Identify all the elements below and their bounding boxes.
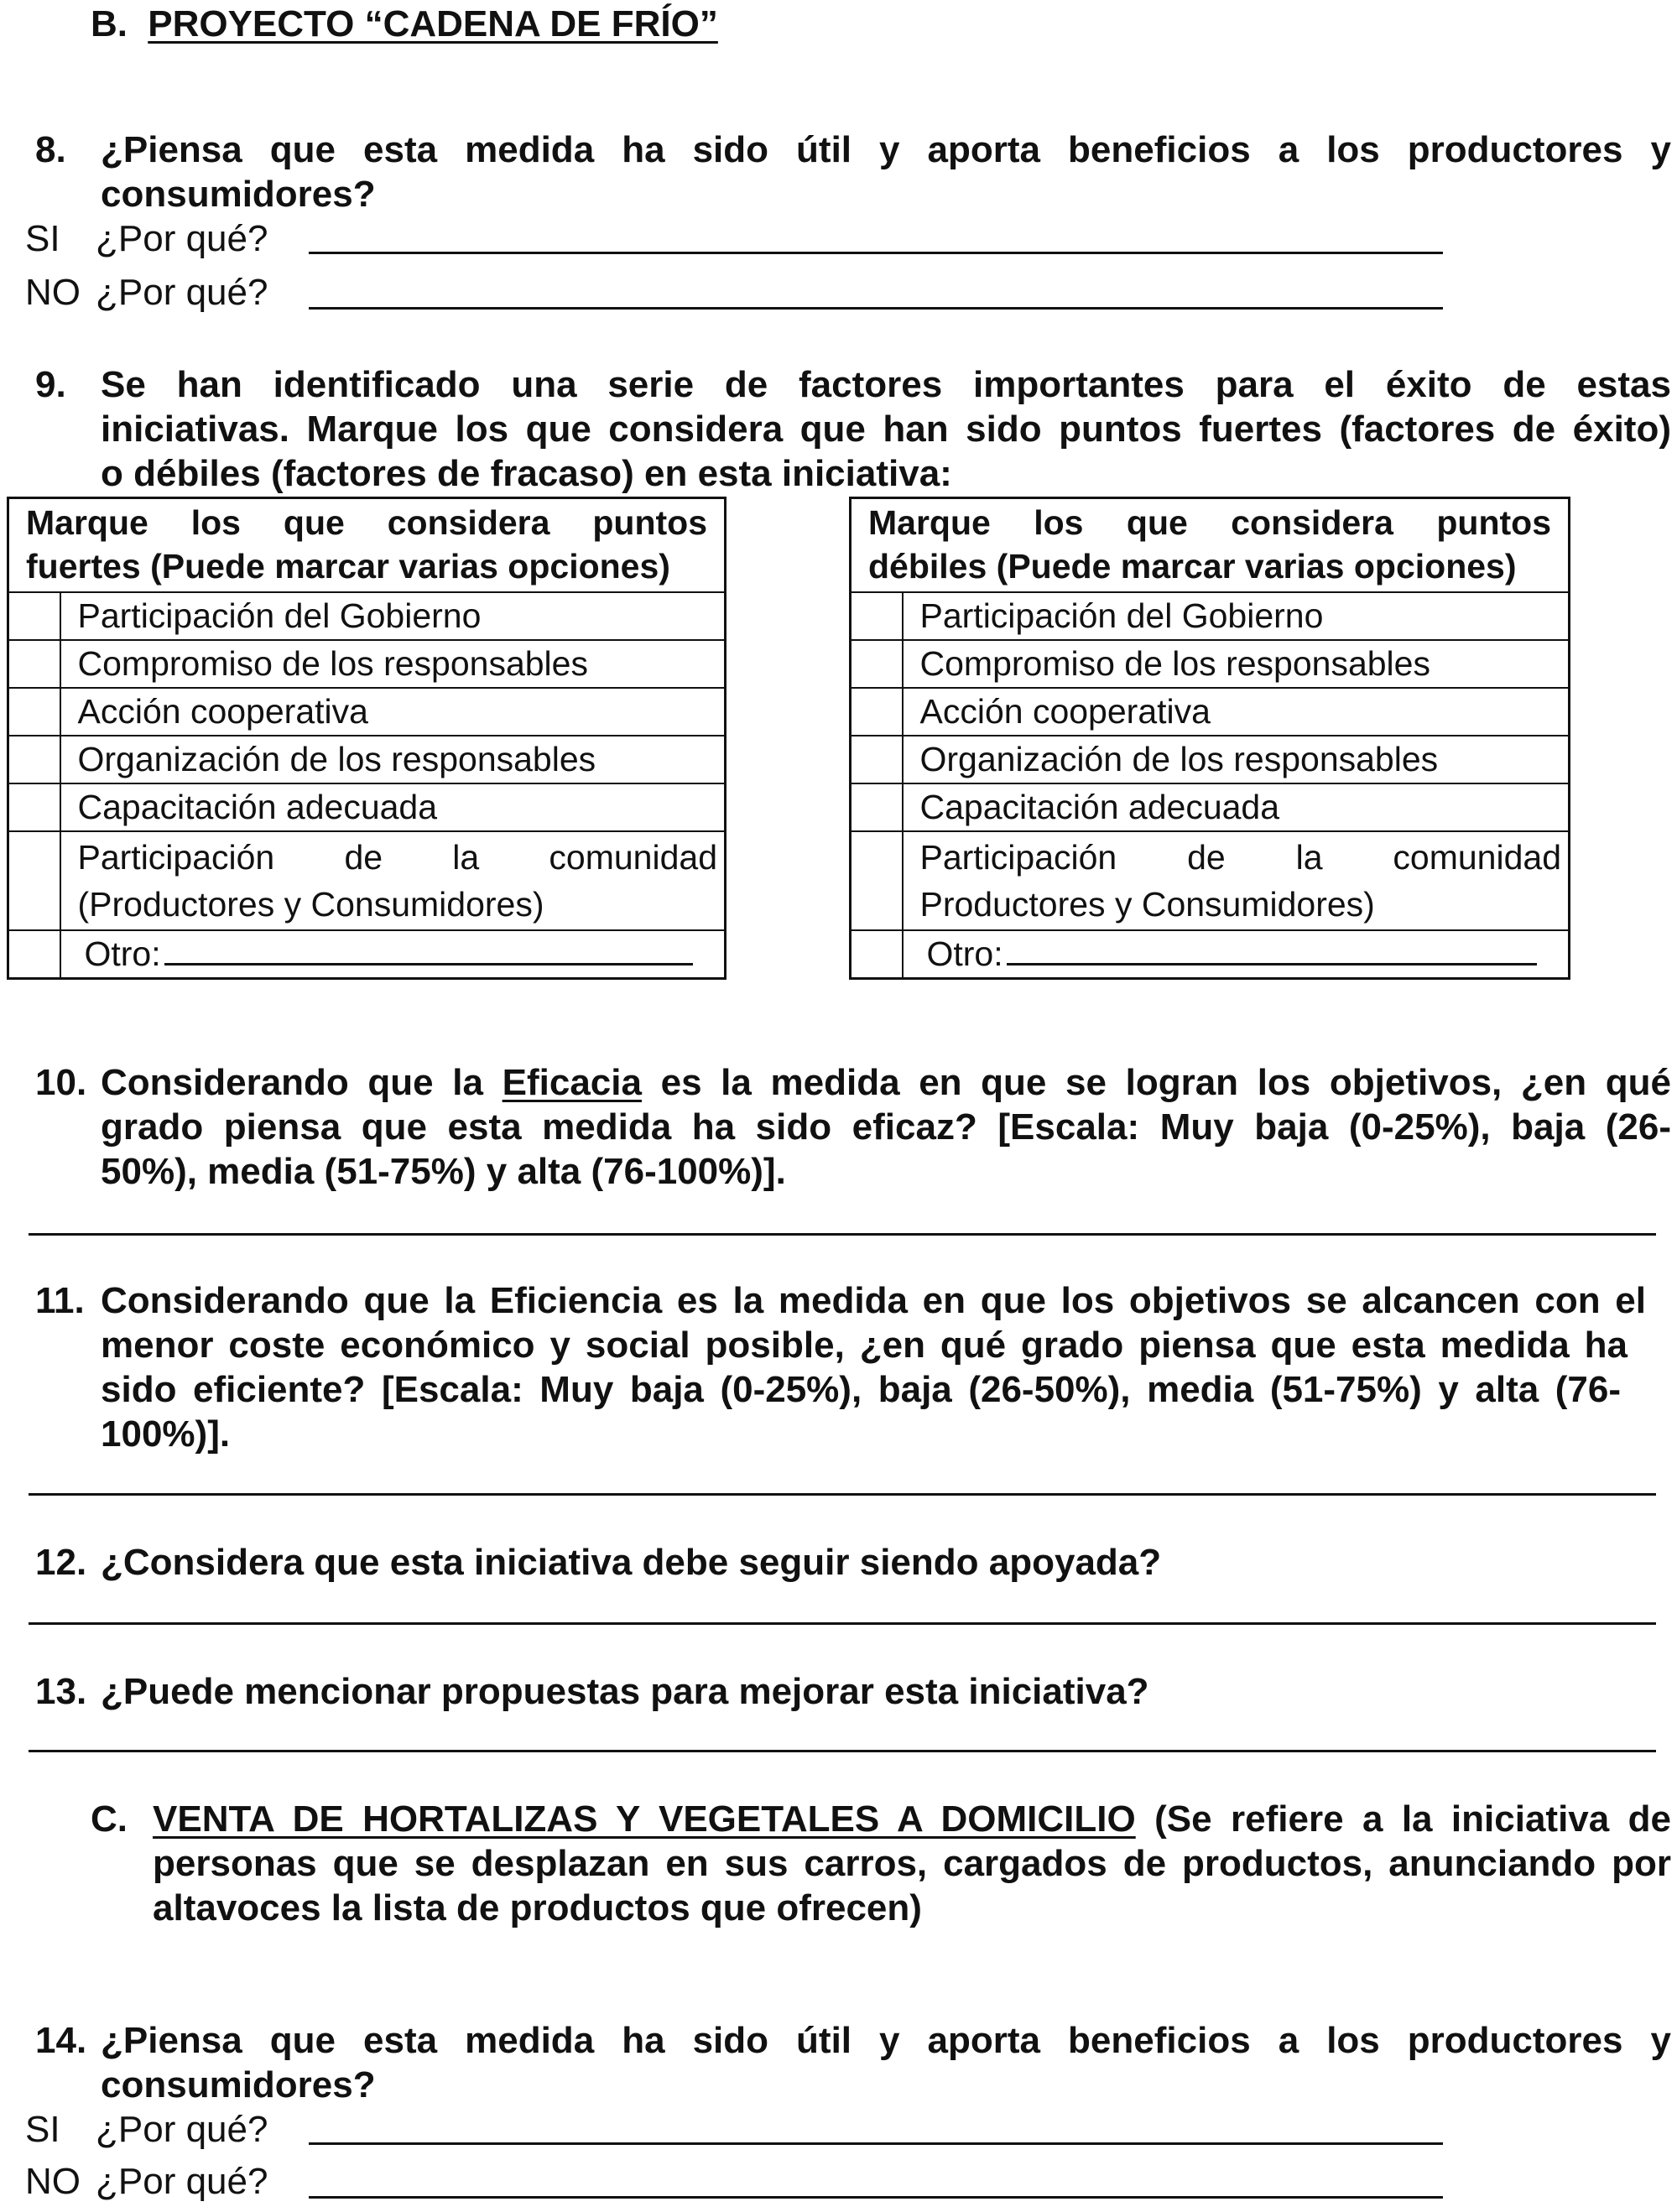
q10-answer-line[interactable] <box>29 1233 1656 1236</box>
q14-line1: ¿Piensa que esta medida ha sido útil y aporta beneficios a los productores y <box>101 2020 1671 2061</box>
q14-no-answer-line[interactable] <box>309 2196 1443 2199</box>
q9-line2: iniciativas. Marque los que considera que han sido puntos fuertes (factores de éxito) <box>101 409 1671 450</box>
weak-community-line2: Productores y Consumidores) <box>919 885 1375 924</box>
weak-checkbox-training[interactable] <box>851 783 903 831</box>
section-b-heading <box>91 2 718 47</box>
weak-checkbox-organization[interactable] <box>851 736 903 783</box>
weak-community-label <box>903 831 1570 930</box>
q12-answer-line[interactable] <box>29 1622 1656 1625</box>
weak-label: Organización de los responsables <box>903 736 1570 783</box>
strong-header-line1: Marque los que considera puntos <box>26 503 707 542</box>
section-b-letter: B. <box>91 3 128 44</box>
weak-label: Acción cooperativa <box>903 688 1570 736</box>
q11-answer-line[interactable] <box>29 1493 1656 1496</box>
strong-other-cell <box>60 930 726 978</box>
strong-community-label <box>60 831 726 930</box>
weak-community-line1: Participación de la comunidad <box>919 838 1561 877</box>
strong-checkbox-other[interactable] <box>8 930 60 978</box>
weak-row <box>851 930 1570 978</box>
q8-number: 8. <box>35 129 66 170</box>
q11-line2: menor coste económico y social posible, ¿en qué grado piensa que esta medida ha <box>101 1325 1628 1366</box>
q12-number: 12. <box>35 1542 87 1583</box>
strong-other-input[interactable] <box>164 937 693 965</box>
section-c-line1-rest: (Se refiere a la iniciativa de <box>1135 1798 1671 1840</box>
section-c-line2: personas que se desplazan en sus carros, cargados de productos, anunciando por <box>153 1843 1671 1884</box>
weak-checkbox-cooperative[interactable] <box>851 688 903 736</box>
weak-label: Compromiso de los responsables <box>903 640 1570 688</box>
strong-checkbox-government[interactable] <box>8 592 60 640</box>
strong-row <box>8 736 726 783</box>
q8-no-why: ¿Por qué? <box>96 272 268 313</box>
weak-header-line2: débiles (Puede marcar varias opciones) <box>868 547 1517 586</box>
q14-no-why: ¿Por qué? <box>96 2161 268 2202</box>
strong-checkbox-community[interactable] <box>8 831 60 930</box>
weak-other-cell <box>903 930 1570 978</box>
weak-other-input[interactable] <box>1007 937 1537 965</box>
weak-points-table <box>849 497 1570 980</box>
weak-header-row <box>851 498 1570 593</box>
weak-other-label: Otro: <box>926 934 1003 973</box>
q11-line4: 100%)]. <box>101 1413 231 1455</box>
section-c-line1 <box>153 1797 1671 1842</box>
strong-other-label: Otro: <box>84 934 161 973</box>
section-c-line3: altavoces la lista de productos que ofrecen) <box>153 1887 922 1928</box>
q14-no-label: NO <box>25 2161 81 2202</box>
strong-row <box>8 640 726 688</box>
q8-no-label: NO <box>25 272 81 313</box>
q9-number: 9. <box>35 364 66 405</box>
strong-row <box>8 688 726 736</box>
weak-label: Capacitación adecuada <box>903 783 1570 831</box>
strong-row <box>8 930 726 978</box>
strong-label: Participación del Gobierno <box>60 592 726 640</box>
strong-checkbox-cooperative[interactable] <box>8 688 60 736</box>
q14-si-label: SI <box>25 2109 60 2150</box>
section-c-title: VENTA DE HORTALIZAS Y VEGETALES A DOMICILIO <box>153 1798 1136 1840</box>
q10-line1 <box>101 1060 1671 1106</box>
q8-no-answer-line[interactable] <box>309 307 1443 310</box>
strong-header-line2: fuertes (Puede marcar varias opciones) <box>26 547 670 586</box>
weak-header <box>851 498 1570 593</box>
weak-row <box>851 688 1570 736</box>
strong-label: Capacitación adecuada <box>60 783 726 831</box>
q14-line2: consumidores? <box>101 2064 376 2105</box>
q8-line1: ¿Piensa que esta medida ha sido útil y aporta beneficios a los productores y <box>101 129 1671 170</box>
strong-row <box>8 592 726 640</box>
q10-line2: grado piensa que esta medida ha sido eficaz? [Escala: Muy baja (0-25%), baja (26- <box>101 1106 1671 1148</box>
q10-efficacy-term: Eficacia <box>502 1062 642 1103</box>
weak-checkbox-commitment[interactable] <box>851 640 903 688</box>
q8-si-answer-line[interactable] <box>309 252 1443 254</box>
weak-label: Participación del Gobierno <box>903 592 1570 640</box>
strong-label: Compromiso de los responsables <box>60 640 726 688</box>
q13-text: ¿Puede mencionar propuestas para mejorar esta iniciativa? <box>101 1671 1149 1712</box>
q12-text: ¿Considera que esta iniciativa debe seguir siendo apoyada? <box>101 1542 1162 1583</box>
weak-row <box>851 640 1570 688</box>
q13-answer-line[interactable] <box>29 1750 1656 1752</box>
weak-checkbox-government[interactable] <box>851 592 903 640</box>
q10-number: 10. <box>35 1062 87 1103</box>
strong-header <box>8 498 726 593</box>
q10-line3: 50%), media (51-75%) y alta (76-100%)]. <box>101 1151 786 1192</box>
q13-number: 13. <box>35 1671 87 1712</box>
strong-community-line2: (Productores y Consumidores) <box>77 885 544 924</box>
strong-points-table <box>7 497 727 980</box>
weak-row <box>851 783 1570 831</box>
section-b-title: PROYECTO “CADENA DE FRÍO” <box>148 3 718 44</box>
strong-checkbox-training[interactable] <box>8 783 60 831</box>
weak-checkbox-other[interactable] <box>851 930 903 978</box>
q11-number: 11. <box>35 1280 85 1321</box>
weak-checkbox-community[interactable] <box>851 831 903 930</box>
q14-number: 14. <box>35 2020 87 2061</box>
weak-header-line1: Marque los que considera puntos <box>868 503 1551 542</box>
weak-row <box>851 831 1570 930</box>
strong-row <box>8 783 726 831</box>
strong-label: Organización de los responsables <box>60 736 726 783</box>
strong-checkbox-organization[interactable] <box>8 736 60 783</box>
strong-header-row <box>8 498 726 593</box>
q11-line1: Considerando que la Eficiencia es la medida en que los objetivos se alcancen con el <box>101 1280 1646 1321</box>
q14-si-answer-line[interactable] <box>309 2142 1443 2145</box>
q8-si-why: ¿Por qué? <box>96 218 268 259</box>
q14-si-why: ¿Por qué? <box>96 2109 268 2150</box>
q10-line1-post: es la medida en que se logran los objetivos, ¿en qué <box>641 1062 1671 1103</box>
q10-line1-pre: Considerando que la <box>101 1062 503 1103</box>
q9-line3: o débiles (factores de fracaso) en esta iniciativa: <box>101 453 952 494</box>
q8-si-label: SI <box>25 218 60 259</box>
q8-line2: consumidores? <box>101 174 376 215</box>
q11-line3: sido eficiente? [Escala: Muy baja (0-25%), baja (26-50%), media (51-75%) y alta (76- <box>101 1369 1621 1410</box>
q9-line1: Se han identificado una serie de factores importantes para el éxito de estas <box>101 364 1671 405</box>
strong-checkbox-commitment[interactable] <box>8 640 60 688</box>
weak-row <box>851 736 1570 783</box>
section-c-letter: C. <box>91 1798 128 1840</box>
strong-community-line1: Participación de la comunidad <box>77 838 717 877</box>
strong-row <box>8 831 726 930</box>
strong-label: Acción cooperativa <box>60 688 726 736</box>
weak-row <box>851 592 1570 640</box>
